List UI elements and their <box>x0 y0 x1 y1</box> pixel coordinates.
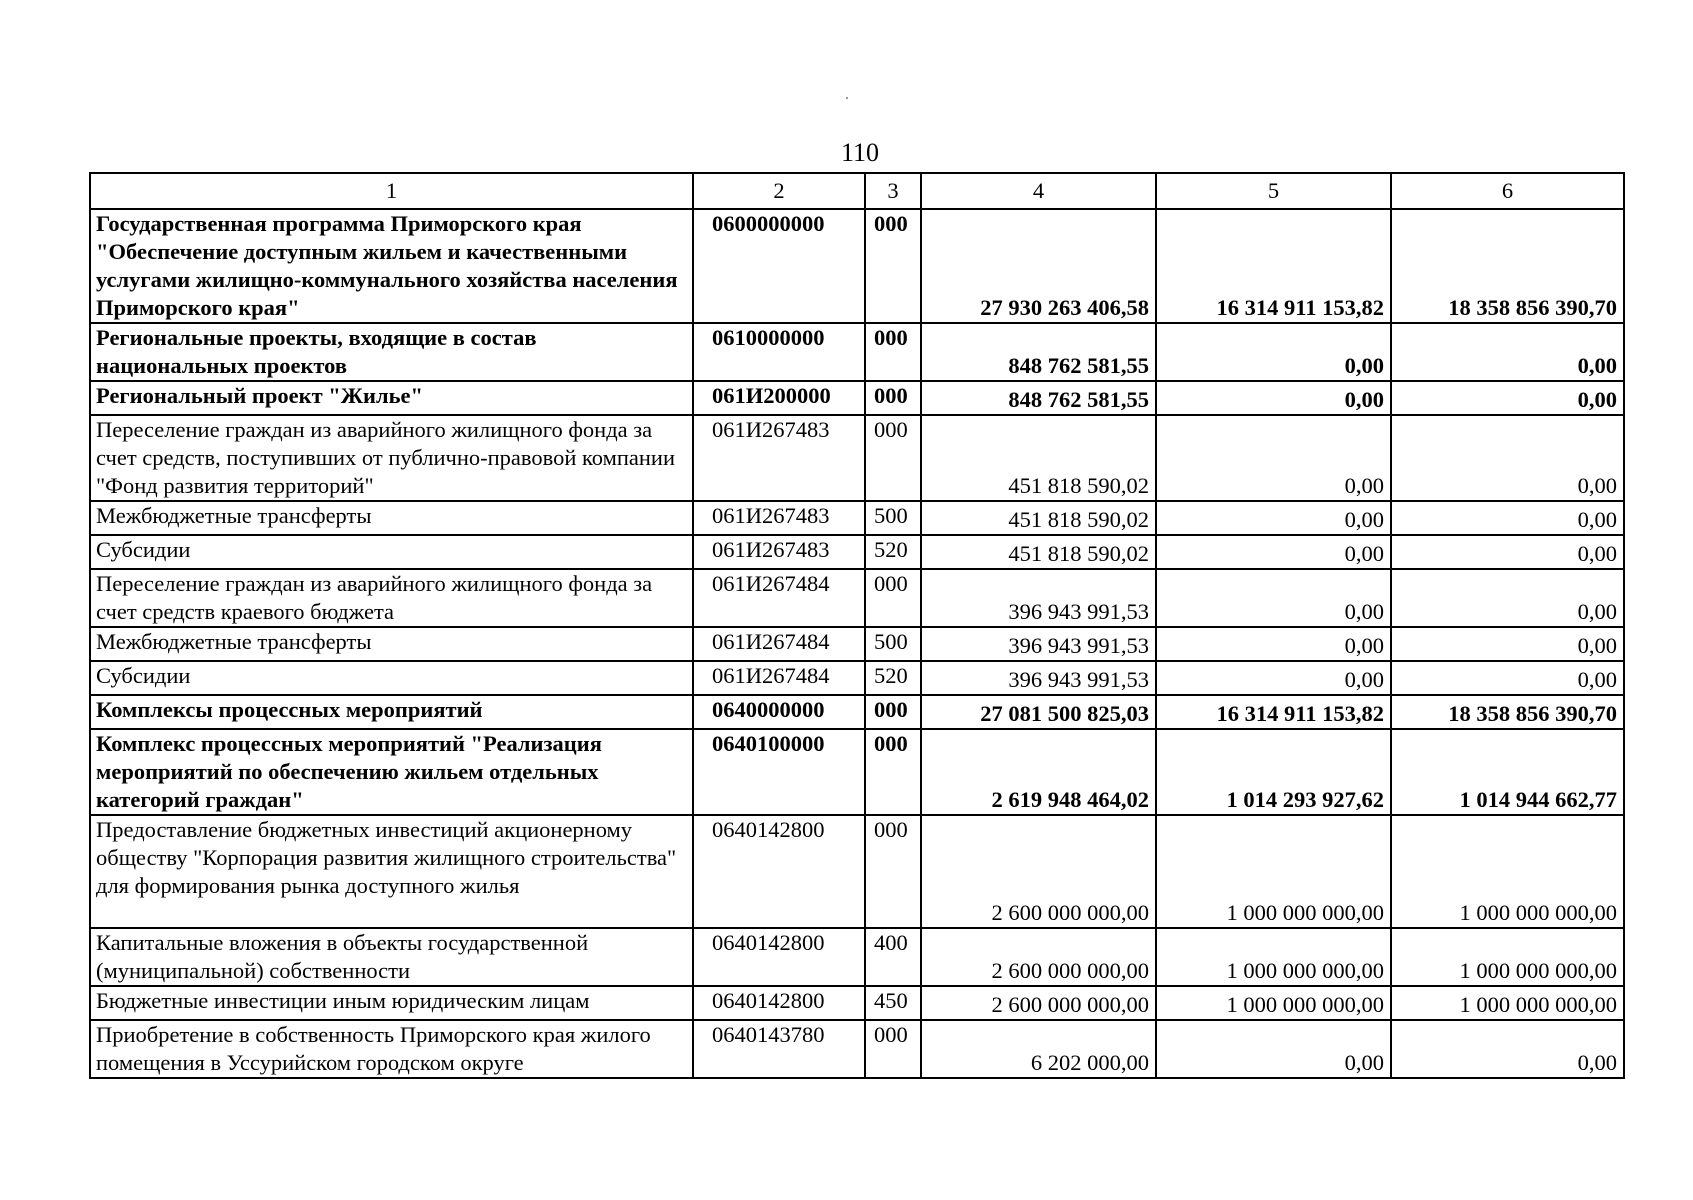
row-amount-col6-cell: 0,00 <box>1391 1020 1624 1078</box>
row-name-cell: Межбюджетные трансферты <box>90 501 693 535</box>
row-amount-col5-cell: 0,00 <box>1156 415 1391 501</box>
row-amount-col4-cell: 396 943 991,53 <box>921 627 1156 661</box>
row-amount-col5-cell: 16 314 911 153,82 <box>1156 209 1391 323</box>
row-amount-col6-cell: 0,00 <box>1391 381 1624 415</box>
row-amount-col4-cell: 848 762 581,55 <box>921 323 1156 381</box>
row-amount-col5-cell: 0,00 <box>1156 627 1391 661</box>
row-amount-col5-cell: 0,00 <box>1156 501 1391 535</box>
row-code-cell: 061И267484 <box>693 661 865 695</box>
row-amount-col6-cell: 0,00 <box>1391 627 1624 661</box>
table-header-row <box>90 173 1624 209</box>
row-expense-type-cell: 000 <box>865 415 921 501</box>
row-expense-type-cell: 000 <box>865 1020 921 1078</box>
table-row <box>90 209 1624 323</box>
table-row <box>90 627 1624 661</box>
row-name-cell: Приобретение в собственность Приморского края жилого помещения в Уссурийском городском округе <box>90 1020 693 1078</box>
row-code-cell: 061И267483 <box>693 535 865 569</box>
row-amount-col4-cell: 848 762 581,55 <box>921 381 1156 415</box>
budget-table <box>89 172 1625 1079</box>
table-row <box>90 729 1624 815</box>
row-amount-col6-cell: 1 000 000 000,00 <box>1391 928 1624 986</box>
column-header-1: 1 <box>90 173 693 209</box>
row-amount-col4-cell: 2 619 948 464,02 <box>921 729 1156 815</box>
row-name-cell: Комплексы процессных мероприятий <box>90 695 693 729</box>
row-expense-type-cell: 000 <box>865 729 921 815</box>
row-expense-type-cell: 520 <box>865 535 921 569</box>
table-row <box>90 986 1624 1020</box>
column-header-5: 5 <box>1156 173 1391 209</box>
row-amount-col6-cell: 1 000 000 000,00 <box>1391 986 1624 1020</box>
row-amount-col5-cell: 1 000 000 000,00 <box>1156 815 1391 928</box>
row-expense-type-cell: 500 <box>865 501 921 535</box>
column-header-6: 6 <box>1391 173 1624 209</box>
row-name-cell: Региональные проекты, входящие в состав национальных проектов <box>90 323 693 381</box>
row-name-cell: Комплекс процессных мероприятий "Реализация мероприятий по обеспечению жильем отдельных категорий граждан" <box>90 729 693 815</box>
row-amount-col5-cell: 1 014 293 927,62 <box>1156 729 1391 815</box>
row-expense-type-cell: 500 <box>865 627 921 661</box>
row-expense-type-cell: 000 <box>865 381 921 415</box>
row-name-cell: Субсидии <box>90 535 693 569</box>
row-amount-col5-cell: 1 000 000 000,00 <box>1156 928 1391 986</box>
row-expense-type-cell: 000 <box>865 323 921 381</box>
row-amount-col4-cell: 451 818 590,02 <box>921 501 1156 535</box>
row-code-cell: 0640142800 <box>693 815 865 928</box>
row-amount-col6-cell: 0,00 <box>1391 535 1624 569</box>
row-amount-col6-cell: 0,00 <box>1391 661 1624 695</box>
row-amount-col4-cell: 451 818 590,02 <box>921 535 1156 569</box>
row-amount-col5-cell: 0,00 <box>1156 1020 1391 1078</box>
row-expense-type-cell: 400 <box>865 928 921 986</box>
row-name-cell: Региональный проект "Жилье" <box>90 381 693 415</box>
row-amount-col6-cell: 1 014 944 662,77 <box>1391 729 1624 815</box>
row-code-cell: 0600000000 <box>693 209 865 323</box>
row-name-cell: Предоставление бюджетных инвестиций акционерному обществу "Корпорация развития жилищного строительства" для формирования рынка доступного жилья <box>90 815 693 928</box>
row-code-cell: 0640142800 <box>693 928 865 986</box>
row-code-cell: 061И267484 <box>693 627 865 661</box>
row-name-cell: Субсидии <box>90 661 693 695</box>
row-code-cell: 0640142800 <box>693 986 865 1020</box>
row-amount-col4-cell: 396 943 991,53 <box>921 661 1156 695</box>
row-amount-col6-cell: 18 358 856 390,70 <box>1391 209 1624 323</box>
row-code-cell: 0640100000 <box>693 729 865 815</box>
table-row <box>90 661 1624 695</box>
row-code-cell: 0640143780 <box>693 1020 865 1078</box>
row-amount-col5-cell: 0,00 <box>1156 569 1391 627</box>
table-row <box>90 695 1624 729</box>
row-name-cell: Переселение граждан из аварийного жилищного фонда за счет средств, поступивших от публично-правовой компании "Фонд развития территорий" <box>90 415 693 501</box>
row-amount-col5-cell: 0,00 <box>1156 661 1391 695</box>
column-header-3: 3 <box>865 173 921 209</box>
table-row <box>90 815 1624 928</box>
row-code-cell: 061И267483 <box>693 501 865 535</box>
table-row <box>90 569 1624 627</box>
row-expense-type-cell: 000 <box>865 695 921 729</box>
row-expense-type-cell: 000 <box>865 815 921 928</box>
row-name-cell: Переселение граждан из аварийного жилищного фонда за счет средств краевого бюджета <box>90 569 693 627</box>
table-row <box>90 928 1624 986</box>
row-expense-type-cell: 520 <box>865 661 921 695</box>
column-header-2: 2 <box>693 173 865 209</box>
row-expense-type-cell: 000 <box>865 569 921 627</box>
row-amount-col4-cell: 451 818 590,02 <box>921 415 1156 501</box>
row-name-cell: Государственная программа Приморского края "Обеспечение доступным жильем и качественными услугами жилищно-коммунального хозяйства населения Приморского края" <box>90 209 693 323</box>
row-amount-col6-cell: 0,00 <box>1391 323 1624 381</box>
row-code-cell: 061И267483 <box>693 415 865 501</box>
row-amount-col6-cell: 1 000 000 000,00 <box>1391 815 1624 928</box>
row-expense-type-cell: 450 <box>865 986 921 1020</box>
row-name-cell: Бюджетные инвестиции иным юридическим лицам <box>90 986 693 1020</box>
row-amount-col5-cell: 0,00 <box>1156 535 1391 569</box>
table-row <box>90 381 1624 415</box>
scan-speck <box>846 97 848 99</box>
row-code-cell: 0610000000 <box>693 323 865 381</box>
row-amount-col5-cell: 16 314 911 153,82 <box>1156 695 1391 729</box>
table-row <box>90 501 1624 535</box>
row-amount-col4-cell: 27 081 500 825,03 <box>921 695 1156 729</box>
row-code-cell: 0640000000 <box>693 695 865 729</box>
column-header-4: 4 <box>921 173 1156 209</box>
row-name-cell: Капитальные вложения в объекты государственной (муниципальной) собственности <box>90 928 693 986</box>
row-amount-col4-cell: 396 943 991,53 <box>921 569 1156 627</box>
row-amount-col4-cell: 27 930 263 406,58 <box>921 209 1156 323</box>
row-amount-col5-cell: 1 000 000 000,00 <box>1156 986 1391 1020</box>
row-amount-col4-cell: 2 600 000 000,00 <box>921 986 1156 1020</box>
table-row <box>90 1020 1624 1078</box>
row-amount-col6-cell: 0,00 <box>1391 415 1624 501</box>
row-amount-col4-cell: 2 600 000 000,00 <box>921 815 1156 928</box>
row-amount-col6-cell: 18 358 856 390,70 <box>1391 695 1624 729</box>
row-amount-col6-cell: 0,00 <box>1391 569 1624 627</box>
table-row <box>90 323 1624 381</box>
row-amount-col4-cell: 2 600 000 000,00 <box>921 928 1156 986</box>
row-code-cell: 061И267484 <box>693 569 865 627</box>
row-amount-col6-cell: 0,00 <box>1391 501 1624 535</box>
row-code-cell: 061И200000 <box>693 381 865 415</box>
table-row <box>90 535 1624 569</box>
row-amount-col5-cell: 0,00 <box>1156 323 1391 381</box>
row-amount-col5-cell: 0,00 <box>1156 381 1391 415</box>
table-row <box>90 415 1624 501</box>
page-number: 110 <box>840 138 880 167</box>
row-expense-type-cell: 000 <box>865 209 921 323</box>
row-name-cell: Межбюджетные трансферты <box>90 627 693 661</box>
row-amount-col4-cell: 6 202 000,00 <box>921 1020 1156 1078</box>
